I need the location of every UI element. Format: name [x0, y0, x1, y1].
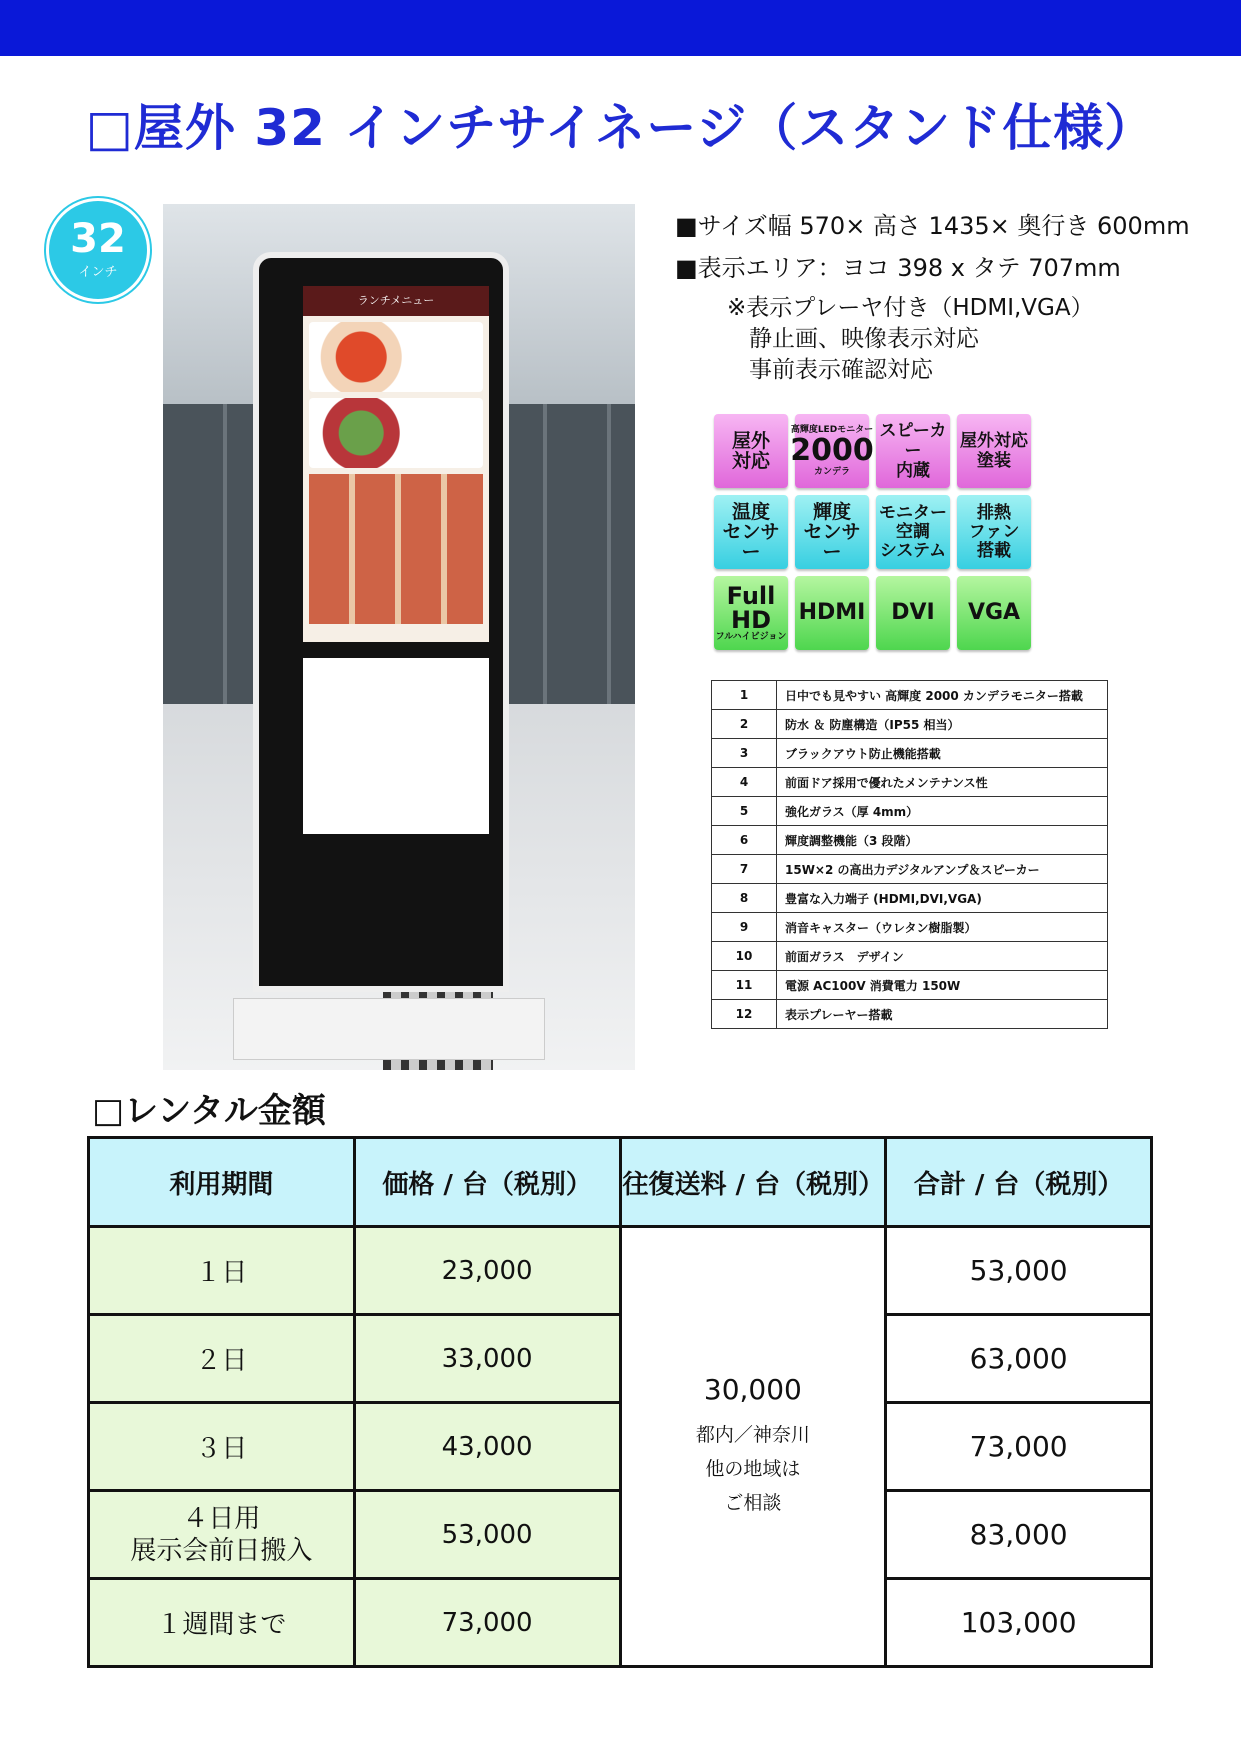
icon-label: フルハイビジョン	[715, 632, 787, 642]
period-cell: ２日	[89, 1315, 355, 1403]
spec-list	[675, 205, 1190, 386]
price-cell: 23,000	[354, 1227, 620, 1315]
period-cell: ４日用 展示会前日搬入	[89, 1491, 355, 1579]
feature-number: 8	[712, 884, 777, 913]
badge-number: 32	[70, 216, 126, 262]
feature-text: 強化ガラス（厚 4mm）	[777, 797, 1108, 826]
badge-unit: インチ	[78, 265, 118, 280]
icon-label: HD	[730, 606, 771, 634]
feature-row	[712, 913, 1108, 942]
feature-number: 12	[712, 1000, 777, 1029]
column-header: 価格 / 台（税別）	[354, 1138, 620, 1227]
feature-text: ブラックアウト防止機能搭載	[777, 739, 1108, 768]
feature-number: 4	[712, 768, 777, 797]
icon-label: HDMI	[798, 600, 866, 625]
feature-row	[712, 942, 1108, 971]
icon-label: モニター	[879, 502, 947, 523]
screen-dish-image	[309, 398, 483, 468]
icon-label: 高輝度LEDモニター	[790, 425, 874, 435]
icon-label: 温度	[731, 501, 770, 523]
icon-label: 屋外	[731, 430, 770, 452]
icon-label: DVI	[891, 600, 935, 625]
total-cell: 73,000	[886, 1403, 1152, 1491]
shipping-amount: 30,000	[703, 1373, 802, 1406]
total-cell: 63,000	[886, 1315, 1152, 1403]
feature-row	[712, 884, 1108, 913]
feature-row	[712, 971, 1108, 1000]
spec-display-area: ■表示エリア：ヨコ 398 x タテ 707mm	[675, 254, 1121, 282]
signage-kiosk	[253, 252, 509, 992]
icon-label: VGA	[967, 600, 1021, 625]
spec-note: 事前表示確認対応	[749, 357, 933, 383]
icon-label: 空調	[896, 521, 930, 542]
icon-label: センサー	[803, 521, 861, 563]
feature-row	[712, 739, 1108, 768]
period-cell: １週間まで	[89, 1579, 355, 1667]
size-badge	[46, 198, 150, 302]
brightness-sensor-icon	[795, 495, 869, 569]
feature-table	[711, 680, 1108, 1029]
icon-label: 内蔵	[896, 461, 930, 481]
product-photo	[163, 204, 635, 1070]
rental-title: □レンタル金額	[92, 1091, 326, 1131]
shipping-note: 都内／神奈川	[695, 1424, 810, 1446]
feature-text: 輝度調整機能（3 段階）	[777, 826, 1108, 855]
column-header: 往復送料 / 台（税別）	[620, 1138, 886, 1227]
feature-number: 9	[712, 913, 777, 942]
feature-number: 1	[712, 681, 777, 710]
price-cell: 43,000	[354, 1403, 620, 1491]
shipping-cell	[620, 1227, 886, 1667]
feature-number: 6	[712, 826, 777, 855]
icon-label: 2000	[790, 433, 874, 468]
icon-label: 屋外対応	[960, 431, 1028, 451]
feature-number: 10	[712, 942, 777, 971]
feature-number: 7	[712, 855, 777, 884]
screen-menu-grid	[309, 474, 483, 624]
kiosk-base	[233, 998, 545, 1060]
screen-dish-image	[309, 322, 483, 392]
period-cell: １日	[89, 1227, 355, 1315]
feature-row	[712, 681, 1108, 710]
vga-icon	[957, 576, 1031, 650]
feature-text: 日中でも見やすい 高輝度 2000 カンデラモニター搭載	[777, 681, 1108, 710]
feature-row	[712, 768, 1108, 797]
period-cell: ３日	[89, 1403, 355, 1491]
feature-number: 11	[712, 971, 777, 1000]
feature-text: 前面ガラス デザイン	[777, 942, 1108, 971]
icon-label: 排熱	[976, 502, 1011, 523]
icon-label: 搭載	[976, 540, 1011, 561]
kiosk-screen	[303, 286, 489, 642]
shipping-note: ご相談	[724, 1492, 782, 1514]
feature-text: 表示プレーヤー搭載	[777, 1000, 1108, 1029]
price-cell: 33,000	[354, 1315, 620, 1403]
feature-text: 防水 ＆ 防塵構造（IP55 相当）	[777, 710, 1108, 739]
feature-row	[712, 826, 1108, 855]
icon-label: 塗装	[977, 451, 1011, 471]
icon-label: カンデラ	[813, 467, 850, 477]
total-cell: 53,000	[886, 1227, 1152, 1315]
feature-row	[712, 710, 1108, 739]
icon-label: スピーカー	[879, 421, 947, 461]
column-header: 利用期間	[89, 1138, 355, 1227]
kiosk-lower-panel	[303, 658, 489, 834]
rental-price-table	[87, 1136, 1153, 1668]
aircon-icon	[876, 495, 950, 569]
feature-number: 5	[712, 797, 777, 826]
icon-label: 対応	[731, 450, 770, 472]
shipping-note: 他の地域は	[705, 1458, 801, 1480]
feature-row	[712, 1000, 1108, 1029]
spec-size: ■サイズ幅 570× 高さ 1435× 奥行き 600mm	[675, 212, 1190, 240]
feature-number: 2	[712, 710, 777, 739]
temperature-sensor-icon	[714, 495, 788, 569]
spec-note: 静止画、映像表示対応	[749, 326, 979, 352]
feature-text: 15W×2 の高出力デジタルアンプ＆スピーカー	[777, 855, 1108, 884]
spec-note: ※表示プレーヤ付き（HDMI,VGA）	[727, 295, 1094, 321]
paint-icon	[957, 414, 1031, 488]
feature-text: 電源 AC100V 消費電力 150W	[777, 971, 1108, 1000]
feature-row	[712, 797, 1108, 826]
brightness-icon	[790, 414, 874, 488]
feature-text: 豊富な入力端子 (HDMI,DVI,VGA)	[777, 884, 1108, 913]
icon-label: 輝度	[812, 501, 851, 523]
fullhd-icon	[714, 576, 788, 650]
icon-label: システム	[879, 540, 947, 561]
feature-text: 消音キャスター（ウレタン樹脂製）	[777, 913, 1108, 942]
speaker-icon	[876, 414, 950, 488]
feature-number: 3	[712, 739, 777, 768]
dvi-icon	[876, 576, 950, 650]
column-header: 合計 / 台（税別）	[886, 1138, 1152, 1227]
feature-row	[712, 855, 1108, 884]
table-row	[89, 1227, 1152, 1315]
outdoor-icon	[714, 414, 788, 488]
fan-icon	[957, 495, 1031, 569]
icon-label: ファン	[968, 521, 1020, 542]
page-title: □屋外 32 インチサイネージ（スタンド仕様）	[85, 99, 1156, 157]
top-banner	[0, 0, 1241, 56]
feature-text: 前面ドア採用で優れたメンテナンス性	[777, 768, 1108, 797]
icon-label: センサー	[722, 521, 780, 563]
total-cell: 103,000	[886, 1579, 1152, 1667]
screen-menu-header: ランチメニュー	[303, 286, 489, 316]
hdmi-icon	[795, 576, 869, 650]
table-header-row	[89, 1138, 1152, 1227]
price-cell: 53,000	[354, 1491, 620, 1579]
total-cell: 83,000	[886, 1491, 1152, 1579]
icon-label: Full	[726, 582, 776, 610]
price-cell: 73,000	[354, 1579, 620, 1667]
